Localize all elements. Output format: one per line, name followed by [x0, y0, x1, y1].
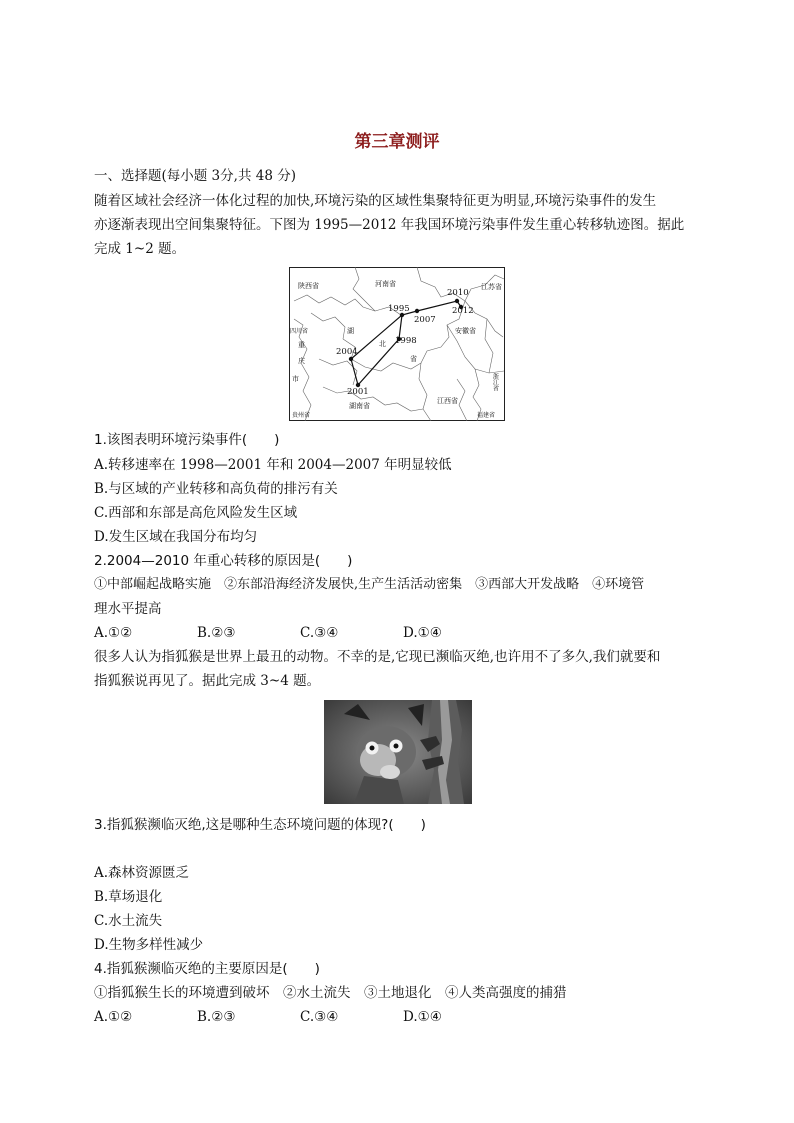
q2-option-b: B.②③: [197, 625, 236, 641]
year-2010: 2010: [447, 288, 469, 298]
q2-option-c: C.③④: [300, 625, 339, 641]
year-2004: 2004: [336, 347, 358, 357]
passage-2-line-1: 很多人认为指狐猴是世界上最丑的动物。不幸的是,它现已濒临灭绝,也许用不了多久,我们就要和: [94, 649, 661, 665]
section-heading: 一、选择题(每小题 3分,共 48 分): [94, 168, 296, 184]
passage-1-line-3: 完成 1~2 题。: [94, 241, 186, 257]
q2-items-line-1: ①中部崛起战略实施 ②东部沿海经济发展快,生产生活活动密集 ③西部大开发战略 ④环境管: [94, 577, 645, 592]
label-henan: 河南省: [375, 280, 396, 288]
label-guizhou: 贵州省: [292, 412, 311, 419]
label-hunan: 湖南省: [349, 402, 370, 410]
q4-option-c: C.③④: [300, 1009, 339, 1025]
label-anhui: 安徽省: [455, 327, 476, 335]
q2-items-line-2: 理水平提高: [94, 601, 162, 617]
label-sichuan: 四川省: [290, 328, 309, 335]
q3-option-a: A.森林资源匮乏: [94, 865, 190, 881]
label-shaanxi: 陕西省: [298, 282, 319, 290]
q2-stem: 2.2004—2010 年重心转移的原因是( ): [94, 553, 353, 569]
label-chongqing-1: 重: [298, 341, 305, 349]
point-2010: [455, 299, 459, 303]
year-2007: 2007: [414, 315, 436, 325]
label-chongqing-2: 庆: [298, 357, 305, 365]
q1-option-b: B.与区域的产业转移和高负荷的排污有关: [94, 481, 338, 497]
q3-option-b: B.草场退化: [94, 889, 163, 905]
label-jiangxi: 江西省: [437, 397, 458, 405]
label-zhejiang: 浙江省: [491, 373, 499, 391]
q3-stem: 3.指狐猴濒临灭绝,这是哪种生态环境问题的体现?( ): [94, 817, 426, 833]
year-1998: 1998: [395, 336, 417, 346]
label-fujian: 福建省: [477, 412, 496, 419]
label-hubei-3: 省: [410, 355, 417, 363]
page-title: 第三章测评: [354, 132, 440, 152]
label-chongqing-3: 市: [292, 375, 299, 383]
q1-stem: 1.该图表明环境污染事件( ): [94, 432, 280, 448]
label-hubei-1: 湖: [347, 327, 354, 335]
q2-option-d: D.①④: [403, 625, 442, 641]
q1-option-a: A.转移速率在 1998—2001 年和 2004—2007 年明显较低: [94, 457, 452, 473]
q3-option-c: C.水土流失: [94, 913, 163, 929]
q2-option-a: A.①②: [94, 625, 133, 641]
label-hubei-2: 北: [379, 340, 386, 348]
q4-option-d: D.①④: [403, 1009, 442, 1025]
pollution-centroid-map: [289, 267, 505, 421]
passage-2-line-2: 指狐猴说再见了。据此完成 3~4 题。: [94, 673, 321, 689]
q1-option-d: D.发生区域在我国分布均匀: [94, 529, 258, 545]
point-2004: [349, 357, 353, 361]
passage-1-line-1: 随着区域社会经济一体化过程的加快,环境污染的区域性集聚特征更为明显,环境污染事件的发生: [94, 193, 657, 209]
year-2001: 2001: [347, 387, 369, 397]
passage-1-line-2: 亦逐渐表现出空间集聚特征。下图为 1995—2012 年我国环境污染事件发生重心转移轨迹图。据此: [94, 217, 685, 233]
q4-option-a: A.①②: [94, 1009, 133, 1025]
year-1995: 1995: [388, 304, 410, 314]
point-2007: [415, 309, 419, 313]
q4-options: [94, 1008, 714, 1026]
q2-options: [94, 624, 714, 642]
year-2012: 2012: [452, 306, 474, 316]
q1-option-c: C.西部和东部是高危风险发生区域: [94, 505, 298, 521]
q4-option-b: B.②③: [197, 1009, 236, 1025]
aye-aye-photo: [324, 700, 472, 804]
q3-option-d: D.生物多样性减少: [94, 937, 204, 953]
q4-items: ①指狐猴生长的环境遭到破坏 ②水土流失 ③土地退化 ④人类高强度的捕猎: [94, 985, 567, 1001]
q4-stem: 4.指狐猴濒临灭绝的主要原因是( ): [94, 961, 320, 977]
label-jiangsu: 江苏省: [481, 283, 502, 291]
